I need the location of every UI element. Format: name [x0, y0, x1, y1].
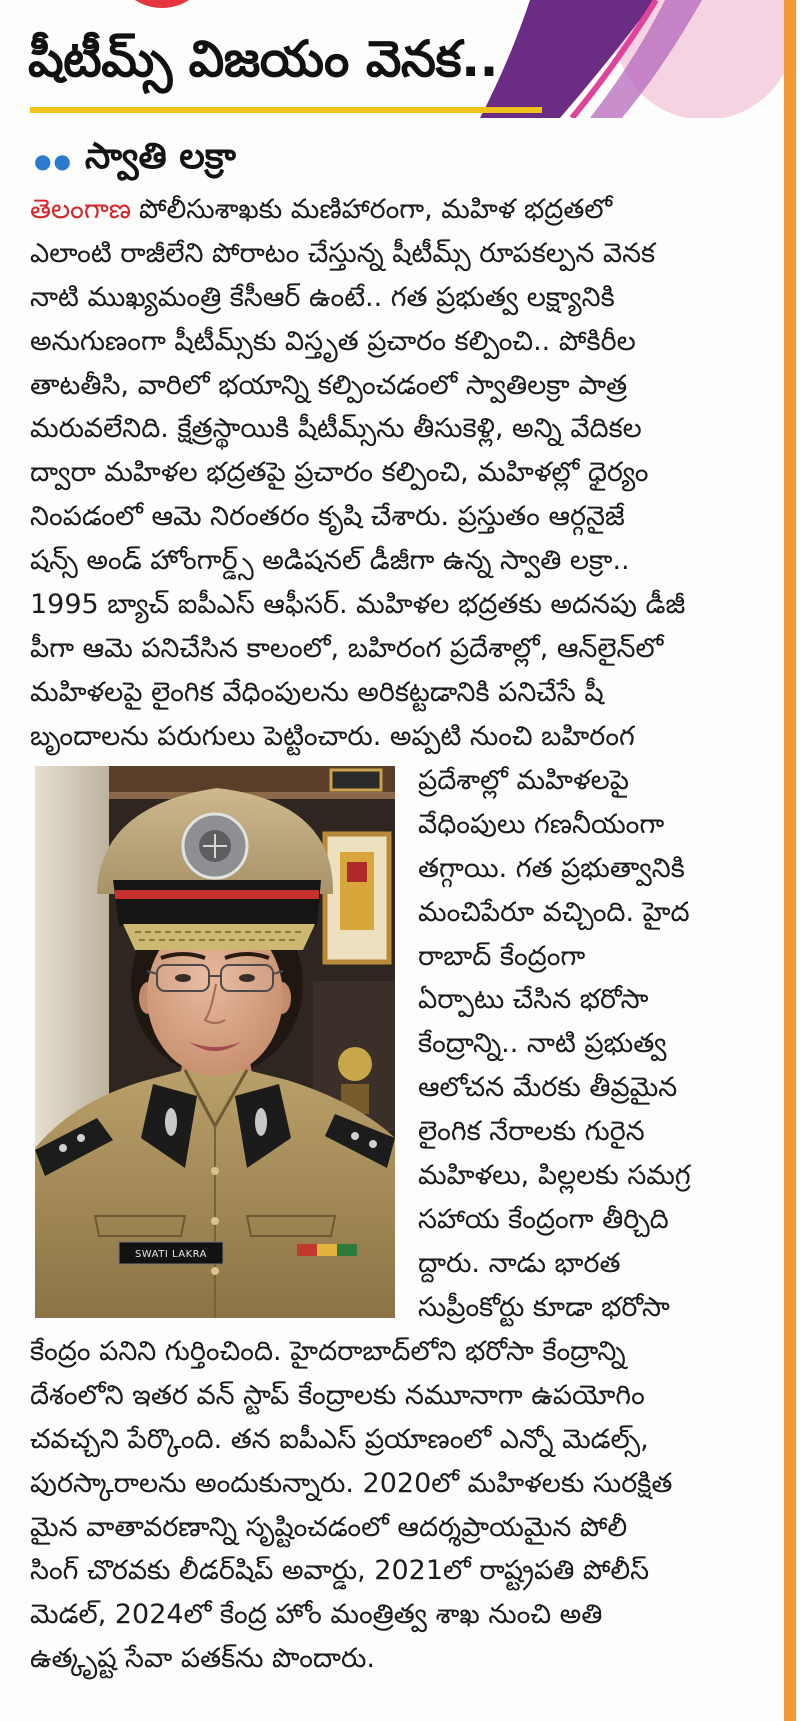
photo-collar-emblem: [255, 1108, 267, 1136]
article-line: 1995 బ్యాచ్ ఐపీఎస్ ఆఫీసర్. మహిళల భద్రతకు అదనపు డీజీ: [30, 589, 686, 621]
photo-star: [351, 1132, 359, 1140]
article-line: రాబాద్ కేంద్రంగా: [418, 940, 586, 972]
headline-underline: [30, 107, 542, 113]
photo-collar-emblem: [165, 1108, 177, 1136]
photo-trophy-emblem: [338, 1047, 372, 1081]
photo-ribbon-bar: [297, 1244, 357, 1256]
article-line: లైంగిక నేరాలకు గురైన: [418, 1116, 645, 1148]
article-body-bottom: [30, 1330, 778, 1681]
top-red-blob: [112, 0, 212, 8]
article-line: పీగా ఆమె పనిచేసిన కాలంలో, బహిరంగ ప్రదేశాల్లో, ఆన్‌లైన్‌లో: [30, 632, 664, 664]
article-body-side: [418, 759, 778, 1330]
article-line: ప్రదేశాల్లో మహిళలపై: [418, 765, 629, 796]
photo-button: [211, 1267, 219, 1275]
byline-author: స్వాతి లక్రా: [84, 136, 236, 177]
article-line: నాటి ముఖ్యమంత్రి కేసీఆర్ ఉంటే.. గత ప్రభుత్వ లక్ష్యానికి: [30, 281, 615, 313]
article-line: పురస్కారాలను అందుకున్నారు. 2020లో మహిళలకు సురక్షిత: [30, 1467, 673, 1499]
article-body-top: [30, 188, 778, 759]
article-line: కేంద్రం పనిని గుర్తించింది. హైదరాబాద్‌లోని భరోసా కేంద్రాన్ని: [30, 1336, 626, 1367]
photo-star: [59, 1144, 67, 1152]
headline: షీటీమ్స్ విజయం వెనక..: [28, 30, 498, 88]
photo-name-tag-text: SWATI LAKRA: [134, 1249, 208, 1260]
photo-certificate-seal: [347, 862, 367, 882]
photo-name-tag: [119, 1242, 223, 1264]
byline: [34, 136, 236, 186]
officer-portrait: [35, 766, 395, 1318]
article-line: మంచిపేరూ వచ్చింది. హైద: [418, 896, 690, 928]
photo-small-frame: [331, 770, 381, 790]
article-line: నింపడంలో ఆమె నిరంతరం కృషి చేశారు. ప్రస్తుతం ఆర్గనైజే: [30, 501, 625, 533]
article-line: దేశంలోని ఇతర వన్ స్టాప్ కేంద్రాలకు నమూనాగా ఉపయోగిం: [30, 1379, 645, 1411]
right-orange-bar: [784, 0, 796, 1721]
article-line: ఆలోచన మేరకు తీవ్రమైన: [418, 1072, 678, 1104]
article-line: ఎలాంటి రాజీలేని పోరాటం చేస్తున్న షీటీమ్స్ రూపకల్పన వెనక: [30, 237, 656, 269]
lead-word: తెలంగాణ: [30, 194, 132, 225]
article-line: [30, 188, 778, 232]
article-line: ద్వారా మహిళల భద్రతపై ప్రచారం కల్పించి, మహిళల్లో ధైర్యం: [30, 457, 649, 489]
article-line-text: పోలీసుశాఖకు మణిహారంగా, మహిళ భద్రతలో: [139, 194, 613, 225]
article-line: మహిళలు, పిల్లలకు సమగ్ర: [418, 1160, 691, 1192]
article-line: అనుగుణంగా షీటీమ్స్‌కు విస్తృత ప్రచారం కల్పించి.. పోకిరీల: [30, 325, 636, 357]
article-photo: [35, 766, 395, 1318]
article-line: సుప్రీంకోర్టు కూడా భరోసా: [418, 1291, 670, 1323]
article-line: బృందాలను పరుగులు పెట్టించారు. అప్పటి నుంచి బహిరంగ: [30, 720, 635, 752]
article-line: మెడల్, 2024లో కేంద్ర హోం మంత్రిత్వ శాఖ నుంచి అతి: [30, 1599, 603, 1631]
article-line: సింగ్ చొరవకు లీడర్‌షిప్ అవార్డు, 2021లో రాష్ట్రపతి పోలీస్: [30, 1555, 650, 1587]
article-line: కేంద్రాన్ని.. నాటి ప్రభుత్వ: [418, 1028, 667, 1060]
article-line: ద్దారు. నాడు భారత: [418, 1247, 621, 1279]
photo-star: [77, 1134, 85, 1142]
article-line: తగ్గాయి. గత ప్రభుత్వానికి: [418, 852, 685, 884]
article-line: ఏర్పాటు చేసిన భరోసా: [418, 984, 649, 1016]
article-line: సహాయ కేంద్రంగా తీర్చిది: [418, 1203, 669, 1235]
article-line: మరువలేనిది. క్షేత్రస్థాయికి షీటీమ్స్‌ను తీసుకెళ్లి, అన్ని వేదికల: [30, 413, 642, 445]
article-line: షన్స్ అండ్ హోంగార్డ్స్ అడిషనల్ డీజీగా ఉన్న స్వాతి లక్రా..: [30, 545, 630, 577]
article-line: ఉత్కృష్ట సేవా పతక్‌ను పొందారు.: [30, 1643, 375, 1675]
article-line: మైన వాతావరణాన్ని సృష్టించడంలో ఆదర్శప్రాయమైన పోలీ: [30, 1511, 628, 1543]
article-line: వేధింపులు గణనీయంగా: [418, 808, 665, 840]
photo-button: [211, 1217, 219, 1225]
photo-star: [369, 1140, 377, 1148]
photo-button: [211, 1167, 219, 1175]
article-line: మహిళలపై లైంగిక వేధింపులను అరికట్టడానికి పనిచేసే షీ: [30, 676, 604, 708]
article-line: తాటతీసి, వారిలో భయాన్ని కల్పించడంలో స్వాతిలక్రా పాత్ర: [30, 369, 628, 401]
byline-bullets: ●●: [34, 149, 73, 173]
article-line: చవచ్చని పేర్కొంది. తన ఐపీఎస్ ప్రయాణంలో ఎన్నో మెడల్స్,: [30, 1423, 649, 1455]
